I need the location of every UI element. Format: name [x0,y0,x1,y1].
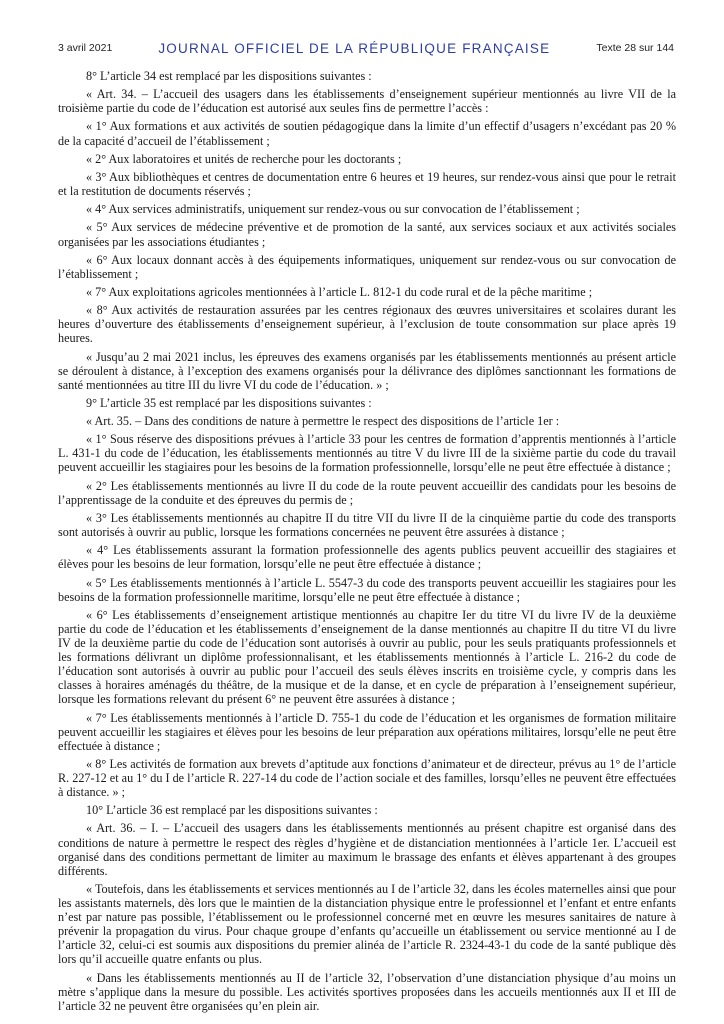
text-number: Texte 28 sur 144 [596,42,674,54]
document-body [58,69,676,1017]
paragraph: 9° L’article 35 est remplacé par les dispositions suivantes : [86,395,372,410]
paragraph: « 2° Les établissements mentionnés au livre II du code de la route peuvent accueillir des candidats pour les besoins de l’apprentissage de la conduite et des épreuves du permis de ; [58,478,676,507]
paragraph: « 5° Les établissements mentionnés à l’article L. 5547-3 du code des transports peuvent accueillir les stagiaires pour les besoins de la formation professionnelle maritime, lorsqu’elle ne peut être effectuée à distance ; [58,575,676,604]
paragraph: « 7° Aux exploitations agricoles mentionnées à l’article L. 812-1 du code rural et de la pêche maritime ; [86,284,593,299]
paragraph: 10° L’article 36 est remplacé par les dispositions suivantes : [86,803,378,818]
paragraph: « Art. 36. – I. – L’accueil des usagers dans les établissements mentionnés au présent chapitre est organisé dans des conditions de nature à permettre le respect des règles d’hygiène et de distanciation mentionnées à l’article 1er. L’accueil est organisé dans des conditions permettant de limiter au maximum le brassage des enfants et élèves appartenant à des groupes différents. [58,821,676,878]
page-header [58,38,674,58]
paragraph: « 6° Les établissements d’enseignement artistique mentionnés au chapitre Ier du titre VI du livre IV de la deuxième partie du code de l’éducation et les établissements d’enseignement de la danse mentionnés au chapitre II du titre VI du livre IV de la deuxième partie du code de l’éducation sont autorisés à ouvrir au public, pour les seuls pratiquants professionnels et les formations délivrant un diplôme professionnalisant, et les établissements mentionnés à l’article L. 216-2 du code de l’éducation sont autorisés à ouvrir au public pour l’accueil des seuls élèves inscrits en troisième cycle, y compris dans les classes à horaires aménagés du théâtre, de la musique et de la danse, et en cycle de préparation à l’enseignement supérieur, lorsque les formations relevant du présent 6° ne peuvent être assurées à distance ; [58,607,676,707]
paragraph: « 5° Aux services de médecine préventive et de promotion de la santé, aux services sociaux et aux activités sociales organisées par les associations étudiantes ; [58,220,676,249]
paragraph: « 8° Les activités de formation aux brevets d’aptitude aux fonctions d’animateur et de directeur, prévus au 1° de l’article R. 227-12 et au 1° du I de l’article R. 227-14 du code de l’action sociale et des familles, lorsqu’elles ne peuvent être effectuées à distance. » ; [58,756,676,800]
paragraph: « Art. 35. – Dans des conditions de nature à permettre le respect des dispositions de l’article 1er : [86,414,560,429]
paragraph: « 1° Sous réserve des dispositions prévues à l’article 33 pour les centres de formation d’apprentis mentionnés à l’article L. 431-1 du code de l’éducation, les établissements mentionnés au titre V du livre III de la sixième partie du code du travail peuvent accueillir les stagiaires pour les besoins de la formation professionnelle, lorsqu’elle ne peut être effectuée à distance ; [58,432,676,475]
paragraph: « 8° Aux activités de restauration assurées par les centres régionaux des œuvres universitaires et scolaires durant les heures d’ouverture des établissements d’enseignement supérieur, à l’exclusion de toute consommation sur place après 19 heures. [58,303,676,346]
paragraph: « 1° Aux formations et aux activités de soutien pédagogique dans la limite d’un effectif d’usagers n’excédant pas 20 % de la capacité d’accueil de l’établissement ; [58,119,676,148]
paragraph: « 7° Les établissements mentionnés à l’article D. 755-1 du code de l’éducation et les organismes de formation militaire peuvent accueillir les stagiaires et élèves pour les besoins de leur préparation aux opérations militaires, lorsqu’elle ne peut être effectuée à distance ; [58,710,676,753]
paragraph: « Art. 34. – L’accueil des usagers dans les établissements d’enseignement supérieur mentionnés au livre VII de la troisième partie du code de l’éducation est autorisé aux seules fins de permettre l’accès : [58,87,676,116]
paragraph: « Dans les établissements mentionnés au II de l’article 32, l’observation d’une distanciation physique d’au moins un mètre s’applique dans la mesure du possible. Les activités sportives proposées dans les accueils mentionnés aux II et III de l’article 32 ne peuvent être organisées qu’en plein air. [58,970,676,1013]
journal-title: JOURNAL OFFICIEL DE LA RÉPUBLIQUE FRANÇAISE [158,40,551,56]
paragraph: « 3° Les établissements mentionnés au chapitre II du titre VII du livre II de la cinquième partie du code des transports sont autorisés à ouvrir au public, lorsque les formations concernées ne peuvent être assurées à distance ; [58,510,676,540]
paragraph: « Toutefois, dans les établissements et services mentionnés au I de l’article 32, dans les écoles maternelles ainsi que pour les assistants maternels, dès lors que le maintien de la distanciation physique entre le professionnel et l’enfant et entre enfants n’est par nature pas possible, l’établissement ou le professionnel concerné met en œuvre les mesures sanitaires de nature à prévenir la propagation du virus. Pour chaque groupe d’enfants qu’accueille un établissement ou service mentionné au I de l’article 32, celui-ci est soumis aux dispositions du premier alinéa de l’article R. 2324-43-1 du code de la santé publique dès lors qu’il accueille quatre enfants ou plus. [58,881,676,967]
paragraph: « 4° Les établissements assurant la formation professionnelle des agents publics peuvent accueillir des stagiaires et élèves pour les besoins de leur formation, lorsqu’elle ne peut être effectuée à distance ; [58,543,676,572]
paragraph: « 4° Aux services administratifs, uniquement sur rendez-vous ou sur convocation de l’établissement ; [86,202,580,217]
paragraph: « 6° Aux locaux donnant accès à des équipements informatiques, uniquement sur rendez-vous ou sur convocation de l’établissement ; [58,252,676,281]
publication-date: 3 avril 2021 [58,42,113,54]
paragraph: 8° L’article 34 est remplacé par les dispositions suivantes : [86,69,372,83]
paragraph: « 3° Aux bibliothèques et centres de documentation entre 6 heures et 19 heures, sur rendez-vous ainsi que pour le retrait et la restitution de documents réservés ; [58,169,676,199]
paragraph: « Jusqu’au 2 mai 2021 inclus, les épreuves des examens organisés par les établissements mentionnés au présent article se déroulent à distance, à l’exception des examens organisés pour la délivrance des diplômes sanctionnant les formations de santé mentionnées au titre III du livre VI du code de l’éducation. » ; [58,349,676,392]
paragraph: « 2° Aux laboratoires et unités de recherche pour les doctorants ; [86,151,402,166]
